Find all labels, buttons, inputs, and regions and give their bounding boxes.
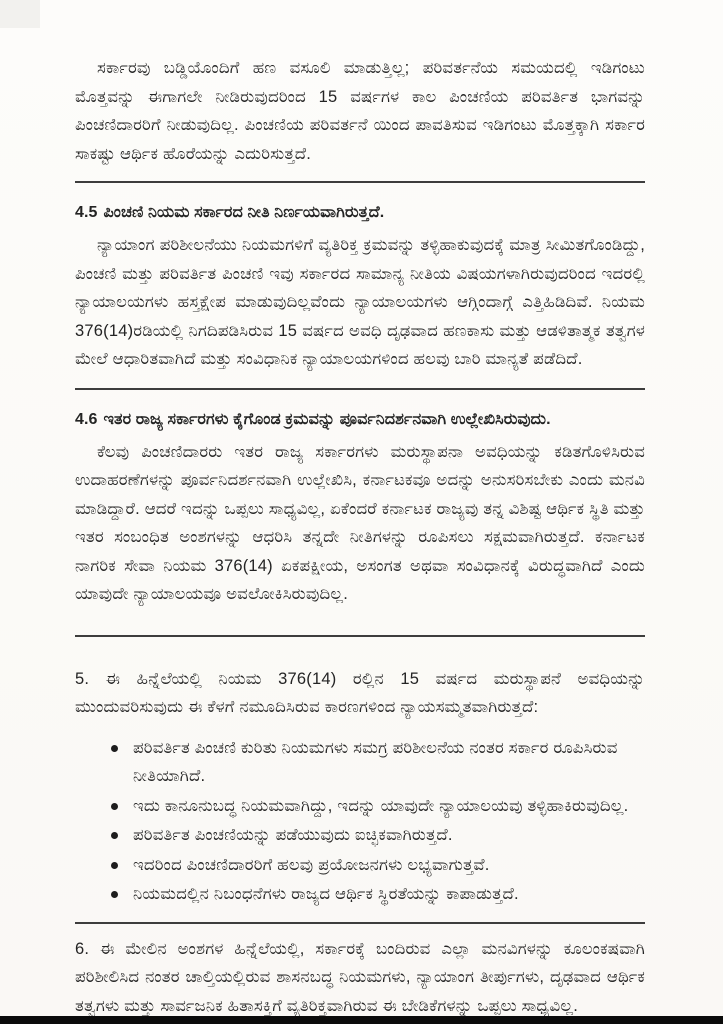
reason-item bbox=[111, 734, 645, 791]
reason-item bbox=[111, 880, 645, 909]
reason-text: ಇದರಿಂದ ಪಿಂಚಣಿದಾರರಿಗೆ ಹಲವು ಪ್ರಯೋಜನಗಳು ಲಭ್ಯವಾಗುತ್ತವೆ. bbox=[133, 855, 490, 874]
scanner-edge-bar bbox=[0, 1016, 723, 1024]
reason-item bbox=[111, 792, 645, 821]
section-4-6-body: ಕೆಲವು ಪಿಂಚಣಿದಾರರು ಇತರ ರಾಜ್ಯ ಸರ್ಕಾರಗಳು ಮರುಸ್ಥಾಪನಾ ಅವಧಿಯನ್ನು ಕಡಿತಗೊಳಿಸಿರುವ ಉದಾಹರಣೆಗಳನ್ನು ಪೂರ್ವನಿದರ್ಶನವಾಗಿ ಉಲ್ಲೇಖಿಸಿ, ಕರ್ನಾಟಕವೂ ಅದನ್ನು ಅನುಸರಿಸಬೇಕು ಎಂದು ಮನವಿ ಮಾಡಿದ್ದಾರೆ. ಆದರೆ ಇದನ್ನು ಒಪ್ಪಲು ಸಾಧ್ಯವಿಲ್ಲ, ಏಕೆಂದರೆ ಕರ್ನಾಟಕ ರಾಜ್ಯವು ತನ್ನ ವಿಶಿಷ್ಟ ಆರ್ಥಿಕ ಸ್ಥಿತಿ ಮತ್ತು ಇತರ ಸಂಬಂಧಿತ ಅಂಶಗಳನ್ನು ಆಧರಿಸಿ ತನ್ನದೇ ನೀತಿಗಳನ್ನು ರೂಪಿಸಲು ಸಕ್ಷಮವಾಗಿರುತ್ತದೆ. ಕರ್ನಾಟಕ ನಾಗರಿಕ ಸೇವಾ ನಿಯಮ 376(14) ಏಕಪಕ್ಷೀಯ, ಅಸಂಗತ ಅಥವಾ ಸಂವಿಧಾನಕ್ಕೆ ವಿರುದ್ಧವಾಗಿದೆ ಎಂದು ಯಾವುದೇ ನ್ಯಾಯಾಲಯವೂ ಅವಲೋಕಿಸಿರುವುದಿಲ್ಲ. bbox=[75, 442, 645, 603]
scan-artifact bbox=[0, 0, 40, 28]
reason-text: ನಿಯಮದಲ್ಲಿನ ನಿಬಂಧನೆಗಳು ರಾಜ್ಯದ ಆರ್ಥಿಕ ಸ್ಥಿರತೆಯನ್ನು ಕಾಪಾಡುತ್ತದೆ. bbox=[133, 885, 519, 903]
document-content bbox=[75, 54, 645, 1020]
bullet-icon bbox=[111, 862, 118, 869]
reason-text: ಪರಿವರ್ತಿತ ಪಿಂಚಣಿಯನ್ನು ಪಡೆಯುವುದು ಐಚ್ಛಿಕವಾಗಿರುತ್ತದೆ. bbox=[133, 826, 453, 844]
section-4-5-body: ನ್ಯಾಯಾಂಗ ಪರಿಶೀಲನೆಯು ನಿಯಮಗಳಿಗೆ ವ್ಯತಿರಿಕ್ತ ಕ್ರಮವನ್ನು ತಳ್ಳಿಹಾಕುವುದಕ್ಕೆ ಮಾತ್ರ ಸೀಮಿತಗೊಂಡಿದ್ದು, ಪಿಂಚಣಿ ಮತ್ತು ಪರಿವರ್ತಿತ ಪಿಂಚಣಿ ಇವು ಸರ್ಕಾರದ ಸಾಮಾನ್ಯ ನೀತಿಯ ವಿಷಯಗಳಾಗಿರುವುದರಿಂದ ಇದರಲ್ಲಿ ನ್ಯಾಯಾಲಯಗಳು ಹಸ್ತಕ್ಷೇಪ ಮಾಡುವುದಿಲ್ಲವೆಂದು ನ್ಯಾಯಾಲಯಗಳು ಆಗ್ಗಿಂದಾಗ್ಗೆ ಎತ್ತಿಹಿಡಿದಿವೆ. ನಿಯಮ 376(14)ರಡಿಯಲ್ಲಿ ನಿಗದಿಪಡಿಸಿರುವ 15 ವರ್ಷದ ಅವಧಿ ದೃಢವಾದ ಹಣಕಾಸು ಮತ್ತು ಆಡಳಿತಾತ್ಮಕ ತತ್ವಗಳ ಮೇಲೆ ಆಧಾರಿತವಾಗಿದೆ ಮತ್ತು ಸಂವಿಧಾನಿಕ ನ್ಯಾಯಾಲಯಗಳಿಂದ ಹಲವು ಬಾರಿ ಮಾನ್ಯತೆ ಪಡೆದಿದೆ. bbox=[75, 236, 645, 368]
divider bbox=[75, 922, 645, 924]
section-4-6-number: 4.6 bbox=[75, 410, 98, 428]
bullet-icon bbox=[111, 891, 118, 898]
divider bbox=[75, 181, 645, 183]
divider bbox=[75, 388, 645, 390]
divider bbox=[75, 635, 645, 637]
point-5-paragraph: 5. ಈ ಹಿನ್ನೆಲೆಯಲ್ಲಿ ನಿಯಮ 376(14) ರಲ್ಲಿನ 15 ವರ್ಷದ ಮರುಸ್ಥಾಪನೆ ಅವಧಿಯನ್ನು ಮುಂದುವರಿಸುವುದು ಈ ಕೆಳಗೆ ನಮೂದಿಸಿರುವ ಕಾರಣಗಳಿಂದ ನ್ಯಾಯಸಮ್ಮತವಾಗಿರುತ್ತದೆ: bbox=[75, 669, 645, 716]
reason-text: ಪರಿವರ್ತಿತ ಪಿಂಚಣಿ ಕುರಿತು ನಿಯಮಗಳು ಸಮಗ್ರ ಪರಿಶೀಲನೆಯ ನಂತರ ಸರ್ಕಾರ ರೂಪಿಸಿರುವ ನೀತಿಯಾಗಿದೆ. bbox=[133, 738, 618, 785]
section-4-6-title: ಇತರ ರಾಜ್ಯ ಸರ್ಕಾರಗಳು ಕೈಗೊಂಡ ಕ್ರಮವನ್ನು ಪೂರ್ವನಿದರ್ಶನವಾಗಿ ಉಲ್ಲೇಖಿಸಿರುವುದು. bbox=[103, 410, 551, 428]
reason-item bbox=[111, 821, 645, 850]
reasons-list bbox=[75, 734, 645, 909]
section-4-5-title: ಪಿಂಚಣಿ ನಿಯಮ ಸರ್ಕಾರದ ನೀತಿ ನಿರ್ಣಯವಾಗಿರುತ್ತದೆ. bbox=[103, 204, 385, 221]
section-4-5-number: 4.5 bbox=[75, 204, 98, 221]
section-4-6-heading bbox=[75, 407, 645, 433]
bullet-icon bbox=[111, 745, 118, 752]
bullet-icon bbox=[111, 832, 118, 839]
reason-text: ಇದು ಕಾನೂನುಬದ್ಧ ನಿಯಮವಾಗಿದ್ದು, ಇದನ್ನು ಯಾವುದೇ ನ್ಯಾಯಾಲಯವು ತಳ್ಳಿಹಾಕಿರುವುದಿಲ್ಲ. bbox=[133, 796, 629, 815]
section-4-5-heading bbox=[75, 200, 645, 226]
point-6-paragraph: 6. ಈ ಮೇಲಿನ ಅಂಶಗಳ ಹಿನ್ನೆಲೆಯಲ್ಲಿ, ಸರ್ಕಾರಕ್ಕೆ ಬಂದಿರುವ ಎಲ್ಲಾ ಮನವಿಗಳನ್ನು ಕೂಲಂಕಷವಾಗಿ ಪರಿಶೀಲಿಸಿದ ನಂತರ ಚಾಲ್ತಿಯಲ್ಲಿರುವ ಶಾಸನಬದ್ಧ ನಿಯಮಗಳು, ನ್ಯಾಯಾಂಗ ತೀರ್ಪುಗಳು, ದೃಢವಾದ ಆರ್ಥಿಕ ತತ್ವಗಳು ಮತ್ತು ಸಾರ್ವಜನಿಕ ಹಿತಾಸಕ್ತಿಗೆ ವ್ಯತಿರಿಕ್ತವಾಗಿರುವ ಈ ಬೇಡಿಕೆಗಳನ್ನು ಒಪ್ಪಲು ಸಾಧ್ಯವಿಲ್ಲ. bbox=[75, 939, 645, 1015]
reason-item bbox=[111, 851, 645, 880]
intro-paragraph: ಸರ್ಕಾರವು ಬಡ್ಡಿಯೊಂದಿಗೆ ಹಣ ವಸೂಲಿ ಮಾಡುತ್ತಿಲ್ಲ; ಪರಿವರ್ತನೆಯ ಸಮಯದಲ್ಲಿ ಇಡಿಗಂಟು ಮೊತ್ತವನ್ನು ಈಗಾಗಲೇ ನೀಡಿರುವುದರಿಂದ 15 ವರ್ಷಗಳ ಕಾಲ ಪಿಂಚಣಿಯ ಪರಿವರ್ತಿತ ಭಾಗವನ್ನು ಪಿಂಚಣಿದಾರರಿಗೆ ನೀಡುವುದಿಲ್ಲ. ಪಿಂಚಣಿಯ ಪರಿವರ್ತನೆ ಯಿಂದ ಪಾವತಿಸುವ ಇಡಿಗಂಟು ಮೊತ್ತಕ್ಕಾಗಿ ಸರ್ಕಾರ ಸಾಕಷ್ಟು ಆರ್ಥಿಕ ಹೊರೆಯನ್ನು ಎದುರಿಸುತ್ತದೆ. bbox=[75, 59, 645, 163]
bullet-icon bbox=[111, 803, 118, 810]
